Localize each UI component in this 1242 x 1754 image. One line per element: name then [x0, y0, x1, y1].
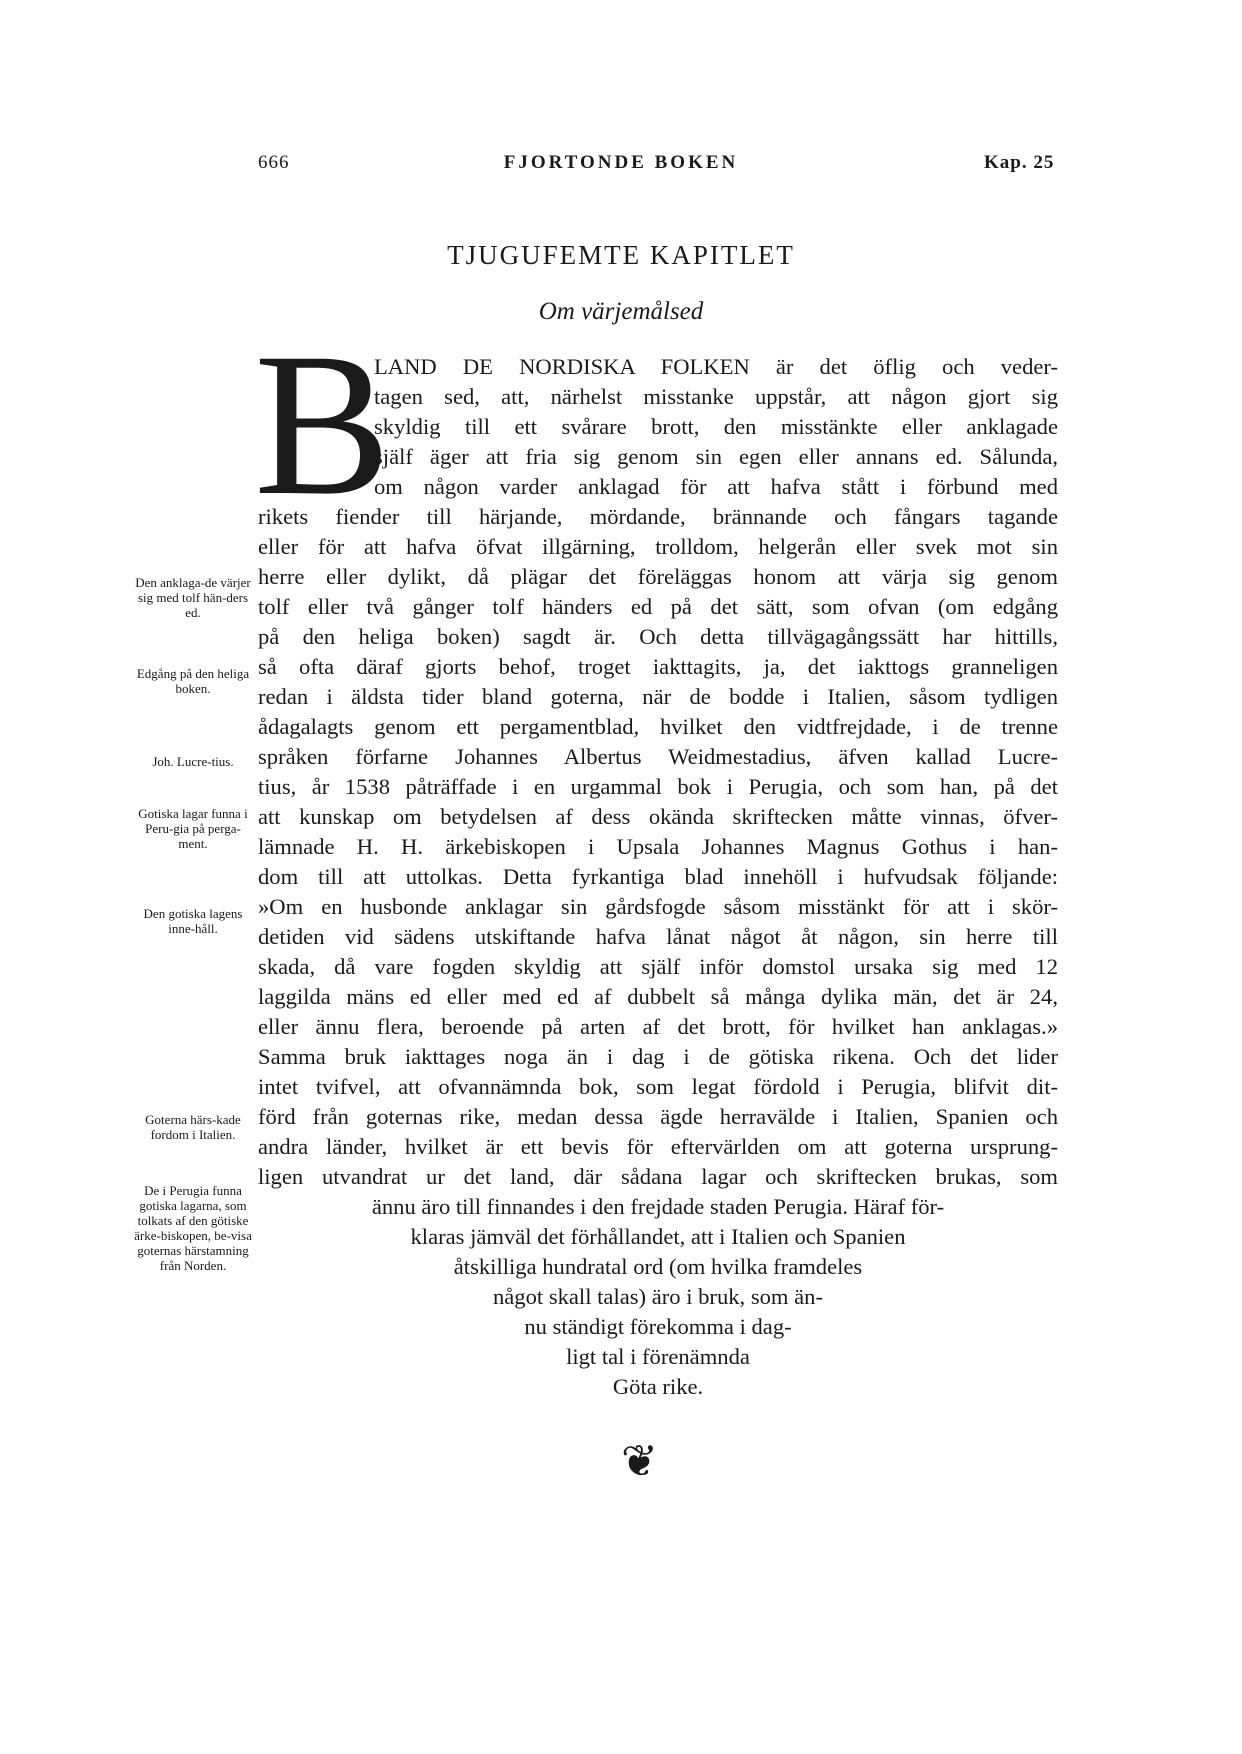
- body-line: rikets fiender till härjande, mördande, brännande och fångars tagande: [258, 504, 1058, 529]
- body-line: på den heliga boken) sagdt är. Och detta tillvägagångssätt har hittills,: [258, 624, 1058, 649]
- body-line: ådagalagts genom ett pergamentblad, hvilket den vidtfrejdade, i de trenne: [258, 714, 1058, 739]
- body-line: språken förfarne Johannes Albertus Weidmestadius, äfven kallad Lucre-: [258, 744, 1058, 769]
- body-line: att kunskap om betydelsen af dess okända skriftecken måtte vinnas, öfver-: [258, 804, 1058, 829]
- body-line: skada, då vare fogden skyldig att själf inför domstol ursaka sig med 12: [258, 954, 1058, 979]
- body-line: tius, år 1538 påträffade i en urgammal bok i Perugia, och som han, på det: [258, 774, 1058, 799]
- chapter-ref: Kap. 25: [984, 152, 1055, 173]
- drop-cap: B: [254, 311, 391, 538]
- body-line: förd från goternas rike, medan dessa ägde herravälde i Italien, Spanien och: [258, 1104, 1058, 1129]
- closing-line: något skall talas) äro i bruk, som än-: [492, 1284, 824, 1309]
- body-line: tolf eller två gånger tolf händers ed på det sätt, som ofvan (om edgång: [258, 594, 1058, 619]
- margin-note: Joh. Lucre-tius.: [152, 754, 234, 769]
- closing-line: ännu äro till finnandes i den frejdade staden Perugia. Häraf för-: [371, 1194, 945, 1219]
- body-line: detiden vid sädens utskiftande hafva lånat något åt någon, sin herre till: [258, 924, 1058, 949]
- fleuron-icon: ❦: [621, 1437, 658, 1486]
- closing-line: nu ständigt förekomma i dag-: [524, 1314, 792, 1339]
- closing-line: ligt tal i förenämnda: [566, 1344, 750, 1369]
- running-title: FJORTONDE BOKEN: [503, 152, 739, 173]
- body-line: om någon varder anklagad för att hafva stått i förbund med: [374, 474, 1058, 499]
- margin-note: Den anklaga-de värjer sig med tolf hän-ders ed.: [135, 575, 251, 620]
- body-line: herre eller dylikt, då plägar det föreläggas honom att värja sig genom: [258, 564, 1058, 589]
- closing-line: klaras jämväl det förhållandet, att i Italien och Spanien: [410, 1224, 906, 1249]
- margin-note: Goterna härs-kade fordom i Italien.: [145, 1112, 241, 1142]
- body-line: lämnade H. H. ärkebiskopen i Upsala Johannes Magnus Gothus i han-: [258, 834, 1058, 859]
- body-line: så ofta däraf gjorts behof, troget iakttagits, ja, det iakttogs granneligen: [258, 654, 1058, 679]
- body-line: »Om en husbonde anklagar sin gårdsfogde såsom misstänkt för att i skör-: [258, 894, 1058, 919]
- chapter-subtitle: Om värjemålsed: [538, 298, 704, 325]
- body-line: redan i äldsta tider bland goterna, när de bodde i Italien, såsom tydligen: [258, 684, 1058, 709]
- body-line: eller ännu flera, beroende på arten af det brott, för hvilket han anklagas.»: [258, 1014, 1058, 1039]
- body-line: laggilda mäns ed eller med ed af dubbelt så många dylika män, det är 24,: [258, 984, 1058, 1009]
- body-line: andra länder, hvilket är ett bevis för eftervärlden om att goterna ursprung-: [258, 1134, 1058, 1159]
- body-line: själf äger att fria sig genom sin egen eller annans ed. Sålunda,: [374, 444, 1058, 469]
- body-line: skyldig till ett svårare brott, den misstänkte eller anklagade: [374, 414, 1058, 439]
- body-line: tagen sed, att, närhelst misstanke uppstår, att någon gjort sig: [374, 384, 1058, 409]
- chapter-title: TJUGUFEMTE KAPITLET: [447, 240, 795, 270]
- body-line: dom till att uttolkas. Detta fyrkantiga blad innehöll i hufvudsak följande:: [258, 864, 1058, 889]
- margin-note: Den gotiska lagens inne-håll.: [143, 906, 243, 936]
- body-line: ligen utvandrat ur det land, där sådana lagar och skriftecken brukas, som: [258, 1164, 1058, 1189]
- closing-line: åtskilliga hundratal ord (om hvilka framdeles: [453, 1254, 863, 1279]
- body-line: eller för att hafva öfvat illgärning, trolldom, helgerån eller svek mot sin: [258, 534, 1058, 559]
- body-line: LAND DE NORDISKA FOLKEN är det öflig och veder-: [374, 354, 1058, 379]
- margin-note: De i Perugia funna gotiska lagarna, som tolkats af den götiske ärke-biskopen, be-visa goternas härstamning från Norden.: [134, 1183, 252, 1273]
- margin-note: Edgång på den heliga boken.: [136, 666, 250, 696]
- body-line: intet tvifvel, att ofvannämnda bok, som legat fördold i Perugia, blifvit dit-: [258, 1074, 1058, 1099]
- closing-line: Göta rike.: [612, 1374, 704, 1399]
- body-line: Samma bruk iakttages noga än i dag i de götiska rikena. Och det lider: [258, 1044, 1058, 1069]
- margin-note: Gotiska lagar funna i Peru-gia på perga-ment.: [138, 806, 248, 851]
- page-number: 666: [258, 152, 290, 173]
